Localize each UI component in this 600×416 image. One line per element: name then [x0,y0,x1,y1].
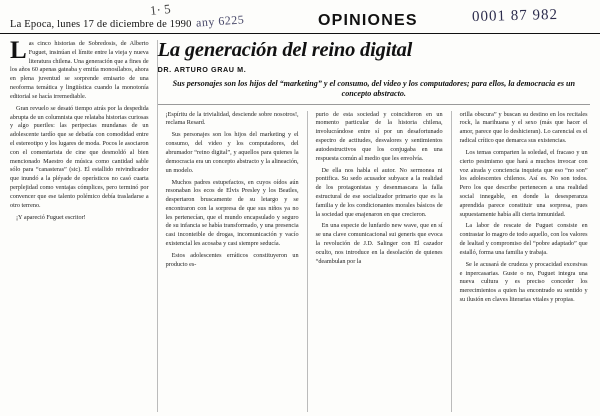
standfirst: Sus personajes son los hijos del “marketing” y el consumo, del video y los computadores; para ellos, la democracia es un concepto abstracto. [158,79,590,105]
column3-paragraph-3: En una especie de lunfardo new wave, que en sí se una clave comunicacional sui generis que evoca la revolución de J.D. Salinger con El cazador oculto, nos introduce en la desolación de quienes “deambulan por la [315,222,443,265]
column2-paragraph-2: Sus personajes son los hijos del marketing y el consumo, del video y los computadores, del abrumador “reino digital”, y aquellos para quienes la democracia era un concepto abstracto y la alineación, un modelo. [165,131,299,174]
article-column-1 [10,40,158,412]
lower-columns [158,111,590,412]
column1-paragraph-1 [10,40,149,102]
column4-paragraph-4: Se le acusará de crudeza y procacidad excesivas e inpercasarias. Guste o no, Fuguet integra una nueva cultura y es preciso conceder los merecimientos a quien ha encontrado su sentido y su ilusión en claves literarias vitales y propias. [459,260,588,304]
column3-paragraph-1: purio de esta sociedad y coincidieron en un momento particular de la historia chilena, involucrándose entre sí por un desafortunado espectro de actitudes, desvalores y sentimientos autodestructivos que los conjugaba en una respuesta común al medio que les envolvía. [315,110,443,162]
handwritten-annotation-2: any 6225 [195,12,245,30]
byline: DR. ARTURO GRAU M. [157,64,247,74]
handwritten-annotation-3: 0001 87 982 [471,6,559,26]
column1-text-1: as cinco historias de Sobredosis, de Alberto Fuguet, insinúan el límite entre la vieja y nueva literatura chilena. Una generación que a fines de los años 60 apenas gateaba y emitía monosílabos, ahora en plena juventud se sorprende emisario de una neoforma temática y lingüística cuando la monotonía editorial se hacía irremediable. [10,40,149,100]
column4-paragraph-2: Los temas comparten la soledad, el fracaso y un cierto pesimismo que hará a muchos invocar con voz airada y conciencia inquieta que eso “no son” los adolescentes chilenos. Así es. No son todos. Pero los que describe pertenecen a una realidad social innegable, en donde la desesperanza aprendida parece constituir una sorpresa, pues supuestamente había alli cierta inmunidad. [459,148,588,218]
page-title: La generación del reino digital [157,39,413,61]
handwritten-annotation-1: 1· 5 [149,0,172,19]
section-title: OPINIONES [318,12,418,29]
column2-paragraph-1: ¡Espíritu de la trivialidad, desciende sobre nosotros!, reclama Resard. [165,110,299,127]
article-column-3 [308,111,452,412]
headline-block [158,40,590,111]
column4-paragraph-1: orilla obscura” y buscan su destino en los recitales rock, la marihuana y el sexo (más que hacer el amor, parece que lo deshicieran). Lo carencial es el radical crítico que demarca sus existencias. [459,110,588,144]
article-main-block [158,40,590,412]
drop-cap: L [10,40,27,64]
article-column-2 [158,111,308,412]
masthead [0,0,600,34]
column1-paragraph-2: Gran revuelo se desató tiempo atrás por la despedida abrupta de un columnista que relataba historias curiosas y algo pueriles: las peripecias mundanas de un adolescente tardío que se debatía con comodidad entre el estereotipo y los lugares de moda. Pocos le asociaron con el comentarista de cine que desmoldó al bien mencionado Maestro de música como cantidad sable sólo para “canasteras” (sic). El estallido reivindicador que inundó a la pléyade de operísticos no casó cuarta perplejidad como ventajas cómplices, pero terminó por convencer que ese talento polémico debía trasladarse a otro terreno. [10,104,149,209]
article-body [0,34,600,416]
column1-paragraph-3: ¡Y apareció Fuguet escritor! [16,213,86,221]
masthead-date: La Epoca, lunes 17 de diciembre de 1990 [10,19,192,30]
column3-paragraph-2: De ella nos habla el autor. No sermonea ni pontifica. Su sedo acusador subyace a la realidad de los protagonistas y desenmascara la falla estructural de ese socializador primario que es la familia y de los condicionantes morales básicos de la sociedad que enajenaron en que crecieron. [315,166,443,218]
column2-paragraph-4: Estos adolescentes erráticos constituyeron un producto es- [165,252,299,268]
article-column-4 [452,111,588,412]
column2-paragraph-3: Muchos padres estupefactos, en cuyos oídos aún resonaban los ecos de Elvis Presley y los Beatles, despertaron bruscamente de su letargo y se encontraron con la sorpresa de que sus niños ya no les pertenecían, que el mundo encapsulado y seguro de su infancia se había transformado, y una presencia casi inconteible de drogas, incomunicación y vacío existencial les acosaba y casi siempre seducía. [165,178,299,248]
column4-paragraph-3: La labor de rescate de Fuguet consiste en contrastar lo magro de todo aquello, con los valores de lealtad y compromiso del “pobre adaptado” que estalló, forma una familia y trabaja. [459,222,588,256]
